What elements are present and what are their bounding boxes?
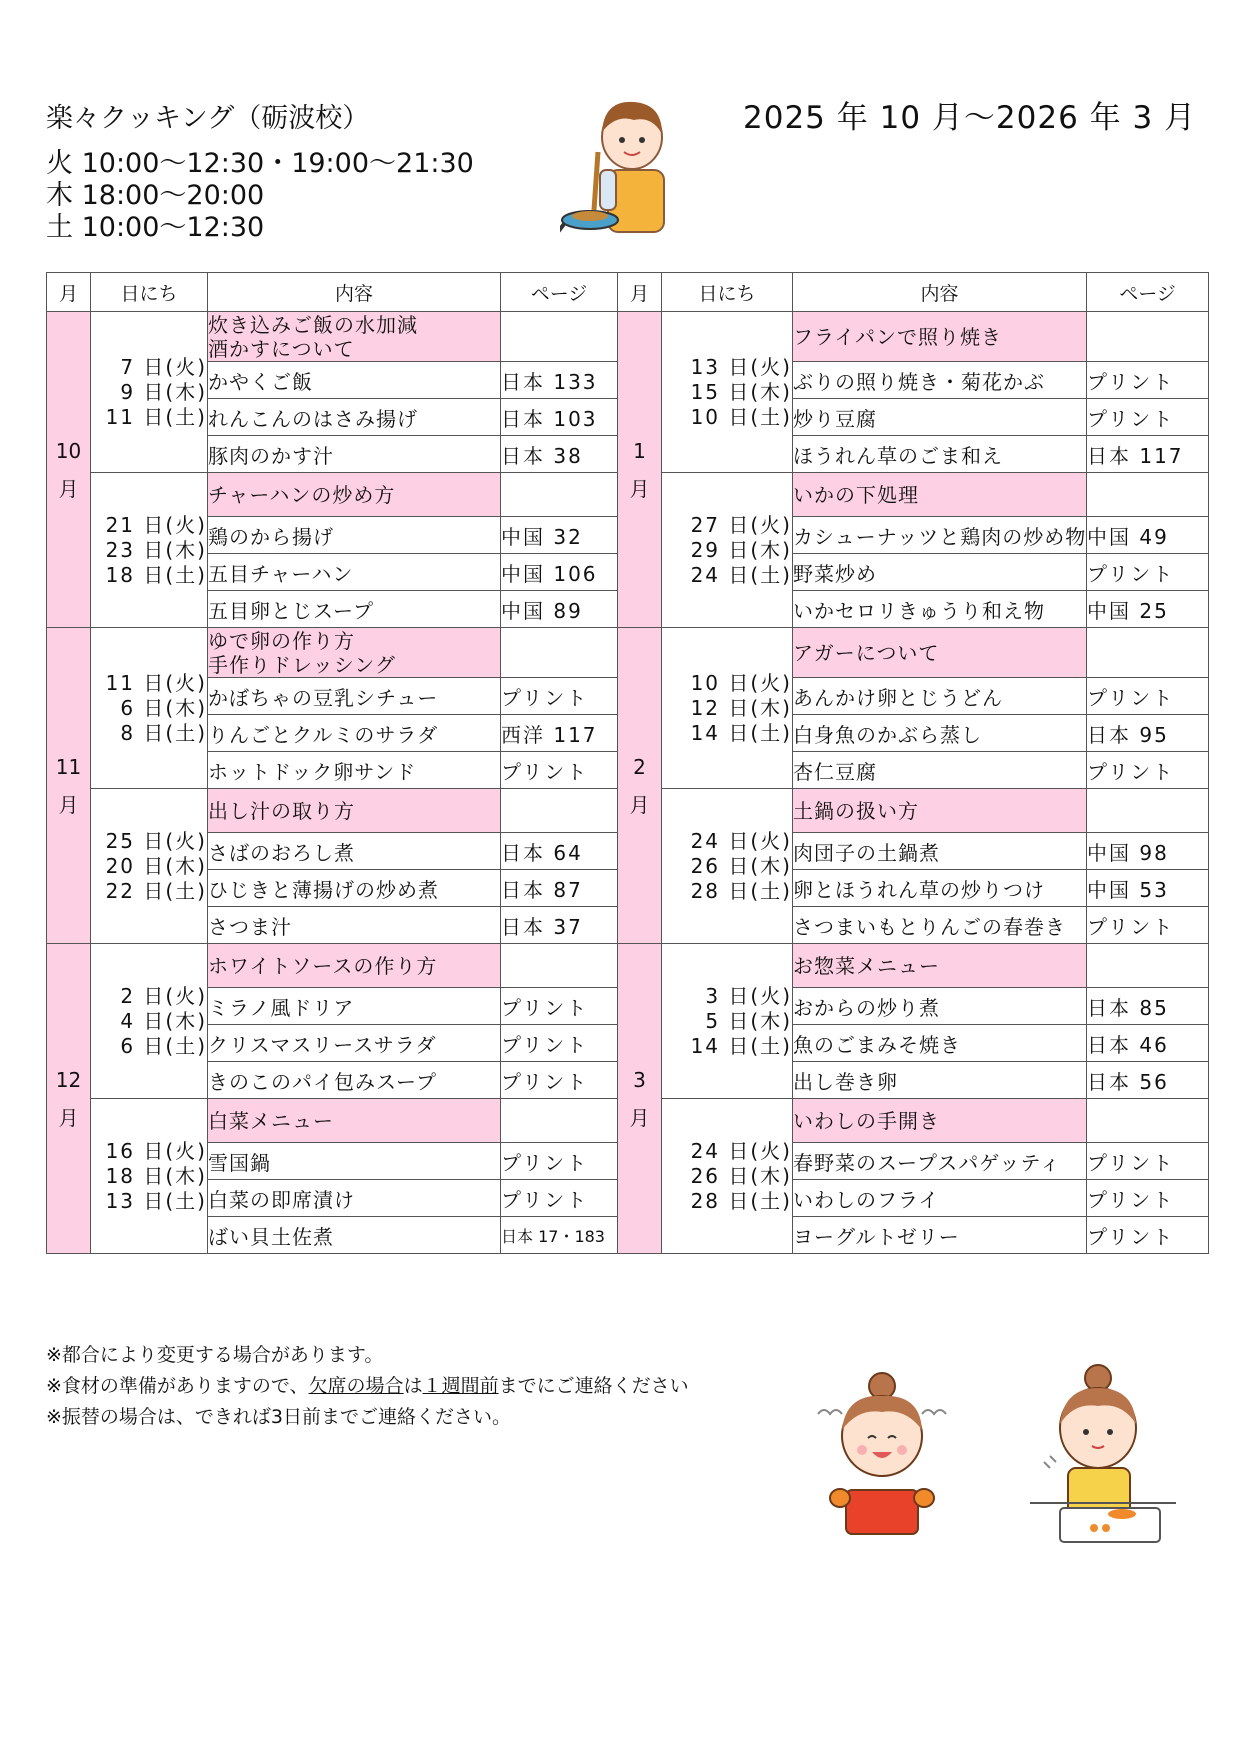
- page-ref: 日本 87: [501, 870, 618, 907]
- notes: [46, 1340, 689, 1433]
- month-cell: 11 月: [47, 628, 91, 944]
- page-ref: プリント: [501, 678, 618, 715]
- page-cell: [1087, 473, 1209, 517]
- page-ref: プリント: [1087, 1143, 1209, 1180]
- page-ref: プリント: [1087, 678, 1209, 715]
- dish-name: かぼちゃの豆乳シチュー: [208, 678, 501, 715]
- page-ref: プリント: [501, 1180, 618, 1217]
- dish-name: ほうれん草のごま和え: [793, 436, 1087, 473]
- page-cell: [1087, 789, 1209, 833]
- page-ref: 中国 25: [1087, 591, 1209, 628]
- dish-name: カシューナッツと鶏肉の炒め物: [793, 517, 1087, 554]
- page-cell: [1087, 1099, 1209, 1143]
- dish-name: 鶏のから揚げ: [208, 517, 501, 554]
- page-cell: [1087, 312, 1209, 362]
- page-cell: [501, 789, 618, 833]
- lesson-topic: いわしの手開き: [793, 1099, 1087, 1143]
- page-ref: 中国 53: [1087, 870, 1209, 907]
- dish-name: 炒り豆腐: [793, 399, 1087, 436]
- page-ref: 中国 89: [501, 591, 618, 628]
- dish-name: 白菜の即席漬け: [208, 1180, 501, 1217]
- date-cell: 2 日(火) 4 日(木) 6 日(土): [91, 944, 208, 1099]
- col-header-page: ページ: [1087, 273, 1209, 312]
- dish-name: あんかけ卵とじうどん: [793, 678, 1087, 715]
- dish-name: 五目卵とじスープ: [208, 591, 501, 628]
- dish-name: 野菜炒め: [793, 554, 1087, 591]
- page-cell: [501, 628, 618, 678]
- page-ref: 中国 32: [501, 517, 618, 554]
- note-text: までにご連絡ください: [498, 1375, 689, 1397]
- dish-name: ホットドック卵サンド: [208, 752, 501, 789]
- note-underline: 欠席の場合: [308, 1375, 404, 1397]
- schedule-topic-row: [47, 312, 1209, 362]
- dish-name: さつまいもとりんごの春巻き: [793, 907, 1087, 944]
- note-line: ※都合により変更する場合があります。: [46, 1344, 384, 1366]
- dish-name: かやくご飯: [208, 362, 501, 399]
- col-header-month: 月: [47, 273, 91, 312]
- page-ref: 日本 56: [1087, 1062, 1209, 1099]
- dish-name: 肉団子の土鍋煮: [793, 833, 1087, 870]
- schedule-topic-row: [47, 944, 1209, 988]
- dish-name: ばい貝土佐煮: [208, 1217, 501, 1254]
- page-ref: 日本 133: [501, 362, 618, 399]
- page-ref: プリント: [1087, 554, 1209, 591]
- dish-name: いかセロリきゅうり和え物: [793, 591, 1087, 628]
- dish-name: 春野菜のスープスパゲッティ: [793, 1143, 1087, 1180]
- dish-name: クリスマスリースサラダ: [208, 1025, 501, 1062]
- date-cell: 24 日(火) 26 日(木) 28 日(土): [662, 1099, 793, 1254]
- page-ref: 中国 98: [1087, 833, 1209, 870]
- page-ref: プリント: [1087, 907, 1209, 944]
- page-ref: 日本 37: [501, 907, 618, 944]
- page-ref: 西洋 117: [501, 715, 618, 752]
- dish-name: ひじきと薄揚げの炒め煮: [208, 870, 501, 907]
- dish-name: 卵とほうれん草の炒りつけ: [793, 870, 1087, 907]
- date-cell: 13 日(火) 15 日(木) 10 日(土): [662, 312, 793, 473]
- page-ref: 日本 117: [1087, 436, 1209, 473]
- note-text: は: [403, 1375, 423, 1397]
- col-header-content: 内容: [208, 273, 501, 312]
- page-ref: プリント: [501, 1025, 618, 1062]
- page-cell: [1087, 944, 1209, 988]
- col-header-content: 内容: [793, 273, 1087, 312]
- note-line: [46, 1371, 689, 1402]
- dish-name: ぶりの照り焼き・菊花かぶ: [793, 362, 1087, 399]
- dish-name: ヨーグルトゼリー: [793, 1217, 1087, 1254]
- dish-name: りんごとクルミのサラダ: [208, 715, 501, 752]
- page-ref: 日本 95: [1087, 715, 1209, 752]
- month-cell: 1 月: [618, 312, 662, 628]
- date-cell: 21 日(火) 23 日(木) 18 日(土): [91, 473, 208, 628]
- page-title: 楽々クッキング（砺波校）: [46, 103, 370, 134]
- note-line: ※振替の場合は、できれば3日前までご連絡ください。: [46, 1406, 512, 1428]
- cook-with-pot-illustration: [812, 1368, 952, 1538]
- date-cell: 3 日(火) 5 日(木) 14 日(土): [662, 944, 793, 1099]
- page-ref: 日本 46: [1087, 1025, 1209, 1062]
- col-header-page: ページ: [501, 273, 618, 312]
- schedule-period: 2025 年 10 月～2026 年 3 月: [743, 100, 1197, 136]
- page-ref: プリント: [501, 1062, 618, 1099]
- lesson-topic: アガーについて: [793, 628, 1087, 678]
- date-cell: 7 日(火) 9 日(木) 11 日(土): [91, 312, 208, 473]
- page-ref: 日本 103: [501, 399, 618, 436]
- date-cell: 24 日(火) 26 日(木) 28 日(土): [662, 789, 793, 944]
- page-cell: [501, 473, 618, 517]
- month-cell: 12 月: [47, 944, 91, 1254]
- page-ref: プリント: [1087, 399, 1209, 436]
- page-cell: [1087, 628, 1209, 678]
- page-ref: プリント: [1087, 1180, 1209, 1217]
- lesson-topic: 炊き込みご飯の水加減 酒かすについて: [208, 312, 501, 362]
- lesson-topic: ホワイトソースの作り方: [208, 944, 501, 988]
- lesson-topic: 白菜メニュー: [208, 1099, 501, 1143]
- page-ref: 中国 49: [1087, 517, 1209, 554]
- page-cell: [501, 1099, 618, 1143]
- page-ref: プリント: [501, 988, 618, 1025]
- dish-name: 出し巻き卵: [793, 1062, 1087, 1099]
- hours-line: 木 18:00～20:00: [46, 180, 265, 211]
- page-ref: プリント: [1087, 752, 1209, 789]
- page-ref: プリント: [501, 752, 618, 789]
- dish-name: 五目チャーハン: [208, 554, 501, 591]
- dish-name: 白身魚のかぶら蒸し: [793, 715, 1087, 752]
- page-ref: 日本 17・183: [501, 1217, 618, 1254]
- lesson-topic: お惣菜メニュー: [793, 944, 1087, 988]
- lesson-topic: フライパンで照り焼き: [793, 312, 1087, 362]
- lesson-topic: ゆで卵の作り方 手作りドレッシング: [208, 628, 501, 678]
- month-cell: 3 月: [618, 944, 662, 1254]
- chef-illustration: [560, 92, 670, 240]
- cook-cutting-illustration: [1030, 1358, 1180, 1546]
- dish-name: れんこんのはさみ揚げ: [208, 399, 501, 436]
- dish-name: さつま汁: [208, 907, 501, 944]
- note-text: ※食材の準備がありますので、: [46, 1375, 309, 1397]
- hours-line: 火 10:00～12:30・19:00～21:30: [46, 148, 474, 179]
- page-ref: 中国 106: [501, 554, 618, 591]
- col-header-month: 月: [618, 273, 662, 312]
- lesson-topic: いかの下処理: [793, 473, 1087, 517]
- date-cell: 27 日(火) 29 日(木) 24 日(土): [662, 473, 793, 628]
- date-cell: 10 日(火) 12 日(木) 14 日(土): [662, 628, 793, 789]
- schedule-table: [46, 272, 1209, 1254]
- class-hours: [46, 148, 474, 244]
- month-cell: 10 月: [47, 312, 91, 628]
- col-header-date: 日にち: [662, 273, 793, 312]
- dish-name: さばのおろし煮: [208, 833, 501, 870]
- page-ref: プリント: [1087, 1217, 1209, 1254]
- dish-name: ミラノ風ドリア: [208, 988, 501, 1025]
- page-ref: 日本 38: [501, 436, 618, 473]
- table-header-row: [47, 273, 1209, 312]
- page-cell: [501, 944, 618, 988]
- date-cell: 16 日(火) 18 日(木) 13 日(土): [91, 1099, 208, 1254]
- month-cell: 2 月: [618, 628, 662, 944]
- schedule-topic-row: [47, 628, 1209, 678]
- dish-name: いわしのフライ: [793, 1180, 1087, 1217]
- date-cell: 11 日(火) 6 日(木) 8 日(土): [91, 628, 208, 789]
- page-ref: プリント: [1087, 362, 1209, 399]
- page-ref: プリント: [501, 1143, 618, 1180]
- dish-name: きのこのパイ包みスープ: [208, 1062, 501, 1099]
- page-cell: [501, 312, 618, 362]
- dish-name: 魚のごまみそ焼き: [793, 1025, 1087, 1062]
- hours-line: 土 10:00～12:30: [46, 212, 265, 243]
- page-ref: 日本 85: [1087, 988, 1209, 1025]
- lesson-topic: チャーハンの炒め方: [208, 473, 501, 517]
- lesson-topic: 出し汁の取り方: [208, 789, 501, 833]
- dish-name: 雪国鍋: [208, 1143, 501, 1180]
- dish-name: おからの炒り煮: [793, 988, 1087, 1025]
- lesson-topic: 土鍋の扱い方: [793, 789, 1087, 833]
- dish-name: 杏仁豆腐: [793, 752, 1087, 789]
- col-header-date: 日にち: [91, 273, 208, 312]
- dish-name: 豚肉のかす汁: [208, 436, 501, 473]
- note-underline: １週間前: [422, 1375, 499, 1397]
- date-cell: 25 日(火) 20 日(木) 22 日(土): [91, 789, 208, 944]
- page-ref: 日本 64: [501, 833, 618, 870]
